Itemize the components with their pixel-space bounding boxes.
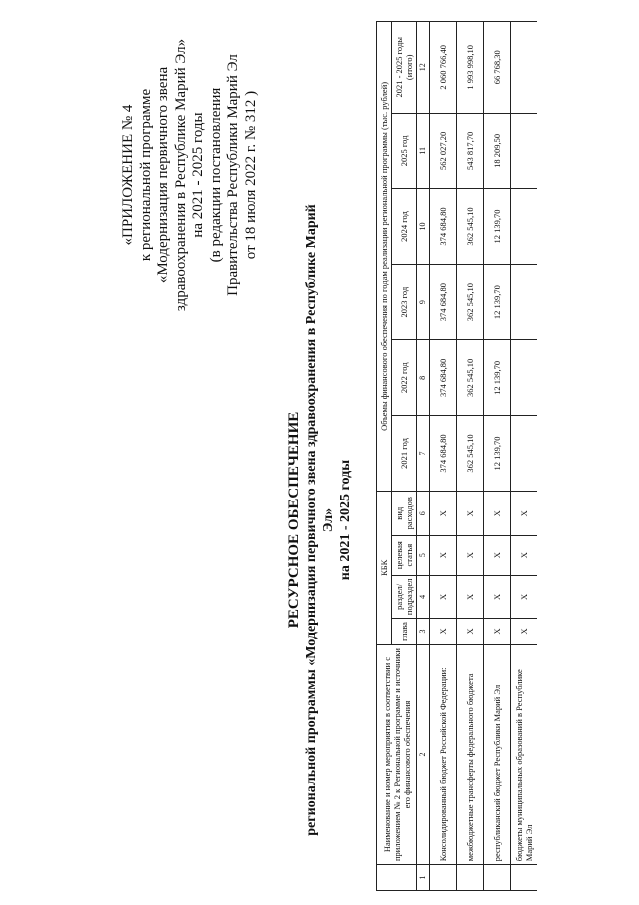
table-row [511, 22, 538, 891]
col-number: 6 [417, 491, 430, 535]
kbk-cell: X [484, 535, 511, 575]
appendix-line: «Модернизация первичного звена [155, 66, 171, 284]
table-row [484, 22, 511, 891]
header-year: 2023 год [392, 264, 417, 340]
value-cell-total: 66 768,30 [484, 22, 511, 114]
appendix-line: к региональной программе [137, 88, 154, 262]
value-cell: 562 027,20 [430, 113, 457, 189]
value-cell [511, 416, 538, 492]
col-number: 9 [417, 264, 430, 340]
appendix-header [120, 30, 260, 320]
col-number: 11 [417, 113, 430, 189]
col-number: 7 [417, 416, 430, 492]
header-kbk-razdel: раздел/ подраздел [392, 575, 417, 618]
header-year-total: 2021 - 2025 годы (итого) [392, 22, 417, 114]
appendix-line: Правительства Республики Марий Эл [225, 54, 241, 296]
table-row [430, 22, 457, 891]
value-cell-total [511, 22, 538, 114]
header-volumes: Объемы финансового обеспечения по годам реализации региональной программы (тыс. рублей) [377, 22, 392, 492]
appendix-line: «ПРИЛОЖЕНИЕ № 4 [120, 104, 136, 246]
header-kbk-vid: вид расходов [392, 491, 417, 535]
kbk-cell: X [430, 575, 457, 618]
row-empty-cell [457, 865, 484, 891]
value-cell [511, 113, 538, 189]
col-number: 5 [417, 535, 430, 575]
value-cell: 374 684,80 [430, 340, 457, 416]
row-empty-cell [430, 865, 457, 891]
header-kbk-statya: целевая статья [392, 535, 417, 575]
value-cell: 362 545,10 [457, 189, 484, 265]
row-empty-cell [484, 865, 511, 891]
value-cell: 12 139,70 [484, 264, 511, 340]
row-name: межбюджетные трансферты федерального бюджета [457, 644, 484, 864]
col-number: 10 [417, 189, 430, 265]
kbk-cell: X [511, 491, 538, 535]
document-title [285, 195, 354, 845]
col-number: 2 [417, 644, 430, 864]
kbk-cell: X [430, 619, 457, 645]
value-cell: 12 139,70 [484, 416, 511, 492]
kbk-cell: X [430, 491, 457, 535]
appendix-line: на 2021 - 2025 годы [190, 112, 206, 238]
col-number: 4 [417, 575, 430, 618]
kbk-cell: X [484, 491, 511, 535]
header-year: 2021 год [392, 416, 417, 492]
resource-table [376, 21, 537, 891]
title-line-3: на 2021 - 2025 годы [338, 459, 353, 581]
col-number: 8 [417, 340, 430, 416]
value-cell-total: 1 993 998,10 [457, 22, 484, 114]
row-empty-cell [511, 865, 538, 891]
kbk-cell: X [457, 575, 484, 618]
title-main: РЕСУРСНОЕ ОБЕСПЕЧЕНИЕ [286, 411, 302, 629]
header-name: Наименование и номер мероприятия в соответствии с приложением № 2 к Региональной программе и источники его финансового обеспечения [377, 644, 417, 864]
row-name: республиканский бюджет Республики Марий Эл [484, 644, 511, 864]
value-cell: 362 545,10 [457, 416, 484, 492]
value-cell-total: 2 060 766,40 [430, 22, 457, 114]
value-cell: 18 209,50 [484, 113, 511, 189]
value-cell: 374 684,80 [430, 189, 457, 265]
col-number: 1 [417, 865, 430, 891]
table-row [457, 22, 484, 891]
appendix-line: (в редакции постановления [207, 87, 224, 263]
appendix-line: здравоохранения в Республике Марий Эл» [172, 38, 189, 312]
value-cell: 374 684,80 [430, 416, 457, 492]
kbk-cell: X [457, 619, 484, 645]
value-cell: 362 545,10 [457, 264, 484, 340]
kbk-cell: X [511, 619, 538, 645]
kbk-cell: X [430, 535, 457, 575]
value-cell: 12 139,70 [484, 189, 511, 265]
value-cell: 12 139,70 [484, 340, 511, 416]
value-cell: 362 545,10 [457, 340, 484, 416]
value-cell: 543 817,70 [457, 113, 484, 189]
header-col-1-empty [377, 865, 417, 891]
kbk-cell: X [484, 619, 511, 645]
kbk-cell: X [484, 575, 511, 618]
kbk-cell: X [457, 491, 484, 535]
header-year: 2025 год [392, 113, 417, 189]
value-cell [511, 189, 538, 265]
kbk-cell: X [511, 535, 538, 575]
title-line-2: региональной программы «Модернизация первичного звена здравоохранения в Республике Марий Эл» [304, 204, 336, 836]
header-kbk: КБК [377, 491, 392, 644]
col-number: 12 [417, 22, 430, 114]
header-year: 2024 год [392, 189, 417, 265]
row-name: бюджеты муниципальных образований в Республике Марий Эл [511, 644, 538, 864]
header-kbk-glava: глава [392, 619, 417, 645]
appendix-line: от 18 июля 2022 г. № 312 ) [242, 90, 259, 260]
header-year: 2022 год [392, 340, 417, 416]
row-name: Консолидированный бюджет Российской Федерации: [430, 644, 457, 864]
col-number: 3 [417, 619, 430, 645]
value-cell [511, 264, 538, 340]
value-cell [511, 340, 538, 416]
value-cell: 374 684,80 [430, 264, 457, 340]
kbk-cell: X [457, 535, 484, 575]
kbk-cell: X [511, 575, 538, 618]
